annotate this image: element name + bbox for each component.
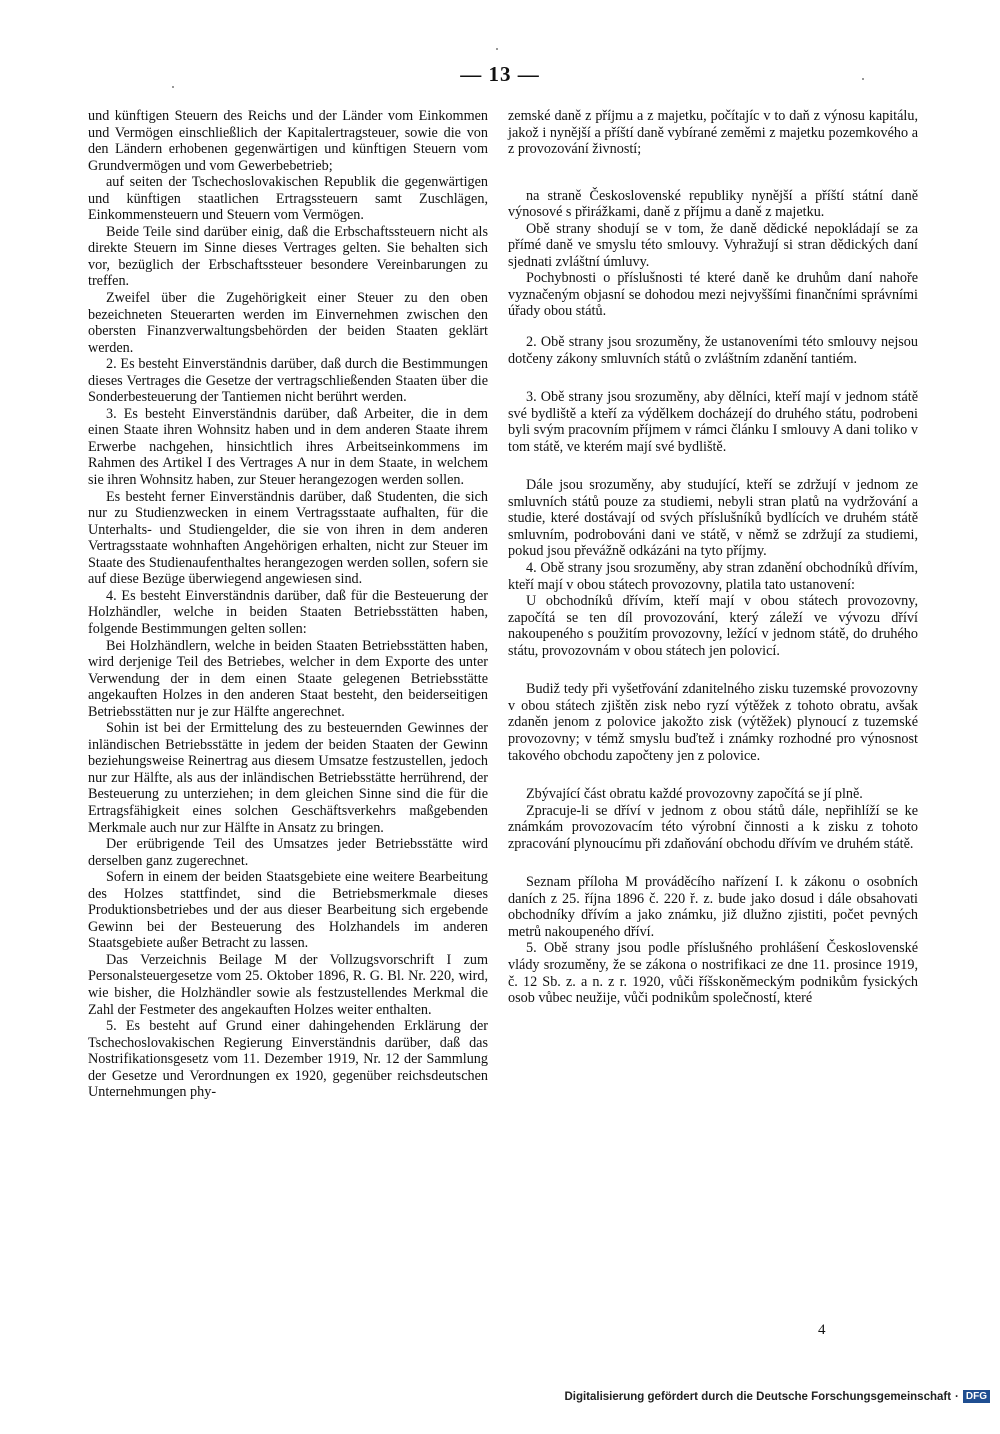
sheet-signature-mark: 4	[818, 1322, 826, 1338]
czech-paragraph: 5. Obě strany jsou podle příslušného prohlášení Československé vlády srozuměny, že se zákona o nostrifikaci ze dne 11. prosince 1919, č. 12 Sb. z. a n. z r. 1920, vůči říšskoněmeckým podnikům fysických osob vůbec neužije, vůči podnikům společností, které	[508, 940, 918, 1007]
czech-paragraph: na straně Československé republiky nynější a příští státní daně výnosové s přirážkami, daně z příjmu a daně z majetku.	[508, 187, 918, 221]
czech-paragraph: U obchodníků dřívím, kteří mají v obou státech provozovny, započítá se ten díl provozování, který záleží ve vývozu dříví nakoupeného s použitím provozovny, ležící v jednom státě, do druhého státu, provozovnám v obou státech jen polovicí.	[508, 593, 918, 659]
scan-speck	[172, 86, 174, 88]
german-paragraph: Bei Holzhändlern, welche in beiden Staaten Betriebsstätten haben, wird derjenige Teil des Betriebes, welcher in dem Exporte des unter Verwendung der in dem einen Staate gelegenen Betriebsstätte angekauften Holzes in den anderen Staat besteht, den beiderseitigen Betriebsstätten nur je zur Hälfte angerechnet.	[88, 637, 488, 720]
scan-speck	[496, 48, 498, 50]
german-paragraph: auf seiten der Tschechoslovakischen Republik die gegenwärtigen und künftigen staatlichen Ertragssteuern samt Zuschlägen, Einkommensteuern und Steuern vom Vermögen.	[88, 174, 488, 224]
czech-paragraph: Obě strany shodují se v tom, že daně dědické nepokládají se za přímé daně ve smyslu této smlouvy. Vyhražují si stran dědických daní sjednati zvláštní úmluvy.	[508, 220, 918, 270]
german-paragraph: Sohin ist bei der Ermittelung des zu besteuernden Gewinnes der inländischen Betriebsstätte in jedem der beiden Staaten der Gewinn beziehungsweise Reinertrag aus diesem Umsatze festzustellen, jedoch nur zur Hälfte, als aus der inländischen Betriebsstätte herrührend, der Besteuerung zu unterziehen; in dem gleichen Sinne sind die für die Ertragsfähigkeit eines solchen Geschäftsverkehrs maßgebenden Merkmale auch nur zur Hälfte in Ansatz zu bringen.	[88, 720, 488, 836]
german-column	[88, 108, 488, 1101]
german-paragraph: 5. Es besteht auf Grund einer dahingehenden Erklärung der Tschechoslovakischen Regierung Einverständnis darüber, daß das Nostrifikationsgesetz vom 11. Dezember 1919, Nr. 12 der Sammlung der Gesetze und Verordnungen ex 1920, gegenüber reichsdeutschen Unternehmungen phy-	[88, 1018, 488, 1101]
german-paragraph: Das Verzeichnis Beilage M der Vollzugsvorschrift I zum Personalsteuergesetze vom 25. Oktober 1896, R. G. Bl. Nr. 220, wird, wie bisher, die Holzhändler sowie als festzustellendes Merkmal die Zahl der Festmeter des angekauften Holzes weiter enthalten.	[88, 951, 488, 1018]
czech-paragraph: Pochybnosti o příslušnosti té které daně ke druhům daní nahoře vyznačeným objasní se dohodou mezi nejvyššími finančními správními úřady obou států.	[508, 270, 918, 320]
czech-paragraph: Budiž tedy při vyšetřování zdanitelného zisku tuzemské provozovny v obou státech zjištěn zisk nebo ryzí výtěžek z tohoto obratu, avšak zdaněn jenom z polovice jakožto zisk (výtěžek) plynoucí z tuzemské provozovny; v témž smyslu buďtež i známky rozhodné pro výnosnost takového obchodu započteny jen z polovice.	[508, 681, 918, 764]
czech-paragraph: 2. Obě strany jsou srozuměny, že ustanoveními této smlouvy nejsou dotčeny zákony smluvních států o zvláštním zdanění tantiém.	[508, 334, 918, 367]
czech-paragraph: Zbývající část obratu každé provozovny započítá se jí plně.	[526, 786, 863, 803]
czech-paragraph: Dále jsou srozuměny, aby studující, kteří se zdržují v jednom ze smluvních států pouze za studiemi, nebyli stran platů na vydržování a studie, které dostávají od svých příslušníků bydlících ve druhém státě smluvním, podrobováni dani ve státě, v němž se zdržují za studiemi, pokud jsou převážně odkázáni na tyto příjmy.	[508, 477, 918, 560]
german-paragraph: Beide Teile sind darüber einig, daß die Erbschaftssteuern nicht als direkte Steuern im Sinne dieses Vertrages gelten. Sie behalten sich vor, bezüglich der Erbschaftssteuer besondere Vereinbarungen zu treffen.	[88, 223, 488, 290]
footer-text: Digitalisierung gefördert durch die Deutsche Forschungsgemeinschaft	[564, 1390, 952, 1403]
czech-paragraph: 3. Obě strany jsou srozuměny, aby dělníci, kteří mají v jednom státě své bydliště a kteří za výdělkem docházejí do druhého státu, podrobeni byli svým pracovním příjmem v rámci článku I smlouvy A dani toliko v tom státě, ve kterém mají své bydliště.	[508, 389, 918, 455]
german-paragraph: 3. Es besteht Einverständnis darüber, daß Arbeiter, die in dem einen Staate ihren Wohnsitz haben und in dem anderen Staate ihrem Erwerbe nachgehen, hinsichtlich ihres Arbeitseinkommens im Rahmen des Artikel I des Vertrages A nur in dem Staate, in welchem sie ihren Wohnsitz haben, zur Steuer herangezogen werden sollen.	[88, 405, 488, 489]
german-paragraph: 4. Es besteht Einverständnis darüber, daß für die Besteuerung der Holzhändler, welche in beiden Staaten Betriebsstätten haben, folgende Bestimmungen gelten sollen:	[88, 587, 488, 637]
german-paragraph: Sofern in einem der beiden Staatsgebiete eine weitere Bearbeitung des Holzes stattfindet, sind die Betriebsmerkmale dieses Produktionsbetriebes und der aus dieser Bearbeitung sich ergebende Gewinn bei der Besteuerung des Holzhandels im anderen Staatsgebiete außer Betracht zu lassen.	[88, 869, 488, 952]
dfg-logo-icon: DFG	[963, 1390, 990, 1403]
german-paragraph: 2. Es besteht Einverständnis darüber, daß durch die Bestimmungen dieses Vertrages die Gesetze der vertragschließenden Staaten über die Sonderbesteuerung der Tantiemen nicht berührt werden.	[88, 356, 488, 406]
german-paragraph: und künftigen Steuern des Reichs und der Länder vom Einkommen und Vermögen einschließlich der Kapitalertragsteuer, sowie die von den Ländern erhobenen gegenwärtigen und künftigen Steuern vom Grundvermögen und vom Gewerbebetrieb;	[88, 108, 488, 174]
footer-separator: ·	[955, 1390, 959, 1403]
digitization-footer	[564, 1390, 990, 1403]
czech-column	[508, 108, 918, 1007]
german-paragraph: Es besteht ferner Einverständnis darüber, daß Studenten, die sich nur zu Studienzwecken in einem Vertragsstaate aufhalten, für die Unterhalts- und Studiengelder, die sie von ihren in dem anderen Vertragsstaate wohnhaften Angehörigen erhalten, nicht zur Steuer im Staate des Studienaufenthaltes herangezogen werden sollen, sofern sie auf diese Bezüge überwiegend angewiesen sind.	[88, 488, 488, 588]
german-paragraph: Zweifel über die Zugehörigkeit einer Steuer zu den oben bezeichneten Steuerarten werden im Einvernehmen zwischen den obersten Finanzverwaltungsbehörden der beiden Staaten geklärt werden.	[88, 290, 488, 356]
czech-paragraph: Seznam příloha M prováděcího nařízení I. k zákonu o osobních daních z 25. října 1896 č. 220 ř. z. bude jako dosud i dále obsahovati obchodníky dřívím a jako známku, již dlužno zjistiti, počet pevných metrů nakoupeného dříví.	[508, 874, 918, 940]
page-number: — 13 —	[460, 62, 540, 86]
scan-speck	[862, 78, 864, 80]
czech-paragraph: zemské daně z příjmu a z majetku, počítajíc v to daň z výnosu kapitálu, jakož i nynější a příští daně vybírané zeměmi z majetku pozemkového a z provozování živností;	[508, 108, 918, 158]
german-paragraph: Der erübrigende Teil des Umsatzes jeder Betriebsstätte wird derselben ganz zugerechnet.	[88, 836, 488, 869]
czech-paragraph: Zpracuje-li se dříví v jednom z obou států dále, nepřihlíží se ke známkám provozovacím této výrobní činnosti a k zisku z tohoto zpracování plynoucímu při zdaňování obchodu dřívím ve druhém státě.	[508, 802, 918, 852]
czech-paragraph: 4. Obě strany jsou srozuměny, aby stran zdanění obchodníků dřívím, kteří mají v obou státech provozovny, platila tato ustanovení:	[508, 560, 918, 593]
